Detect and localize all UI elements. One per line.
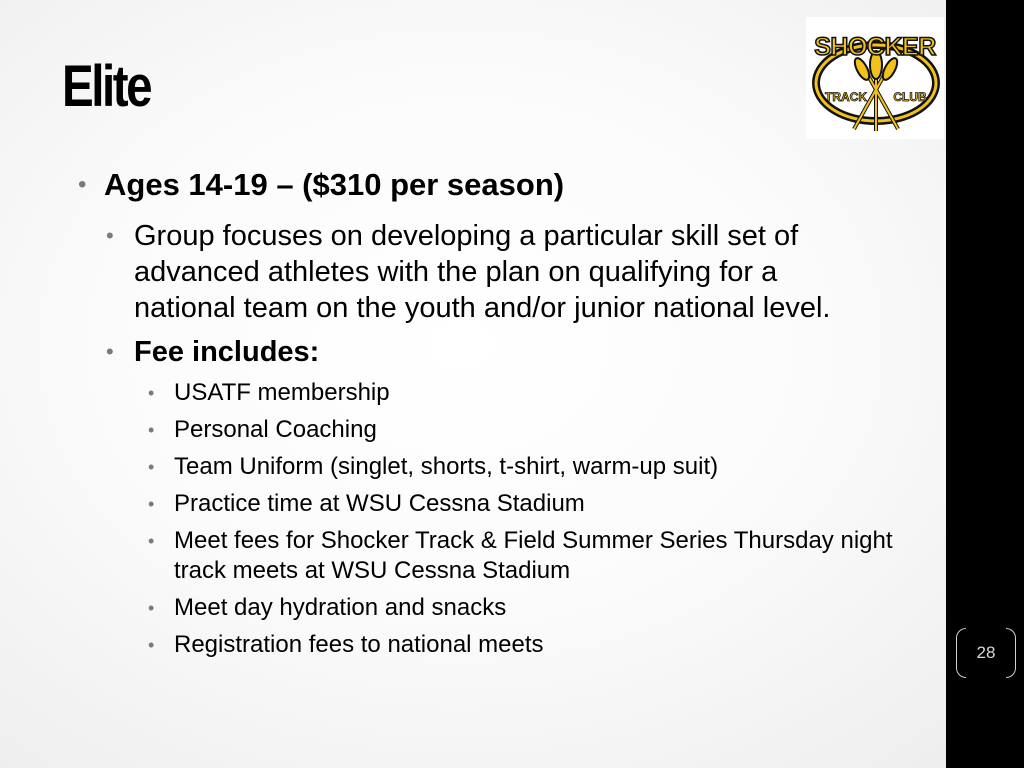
logo-emblem xyxy=(806,17,944,139)
fee-item xyxy=(146,415,894,445)
group-description: Group focuses on developing a particular skill set of advanced athletes with the plan on qualifying for a national team on the youth and/or junior national level. xyxy=(134,220,831,324)
fee-item-text: Meet fees for Shocker Track & Field Summer Series Thursday night track meets at WSU Cessna Stadium xyxy=(174,527,893,584)
bullet-level-2-description xyxy=(106,218,864,326)
fee-item-text: Registration fees to national meets xyxy=(174,631,544,658)
bullet-dot-icon: • xyxy=(148,494,155,514)
bullet-dot-icon: • xyxy=(106,339,114,364)
page-number-badge xyxy=(956,628,1016,680)
bullet-dot-icon: • xyxy=(148,457,155,477)
fee-item xyxy=(146,452,894,482)
fee-item xyxy=(146,378,894,408)
fee-item-text: Practice time at WSU Cessna Stadium xyxy=(174,490,585,517)
bullet-dot-icon: • xyxy=(148,598,155,618)
bullet-dot-icon: • xyxy=(148,383,155,403)
slide-content xyxy=(76,166,906,667)
fee-includes-heading: Fee includes: xyxy=(134,336,320,368)
fee-item-text: Meet day hydration and snacks xyxy=(174,594,507,621)
age-group-heading: Ages 14-19 – ($310 per season) xyxy=(104,167,565,202)
bullet-dot-icon: • xyxy=(148,635,155,655)
fee-item xyxy=(146,593,894,623)
bullet-dot-icon: • xyxy=(106,223,114,248)
bullet-level-2-fee-heading xyxy=(106,334,864,370)
bullet-dot-icon: • xyxy=(148,420,155,440)
fee-item-text: USATF membership xyxy=(174,379,390,406)
slide-title: Elite xyxy=(62,54,151,119)
bullet-dot-icon: • xyxy=(148,531,155,551)
logo-text-left: TRACK xyxy=(825,90,867,104)
bullet-dot-icon: • xyxy=(78,171,87,198)
bullet-level-1-heading xyxy=(76,166,906,204)
fee-item-text: Personal Coaching xyxy=(174,416,377,443)
page-number: 28 xyxy=(976,643,996,662)
fee-item xyxy=(146,489,894,519)
shocker-track-club-logo xyxy=(806,17,944,139)
fee-item xyxy=(146,526,894,586)
logo-text-right: CLUB xyxy=(893,90,927,104)
fee-item xyxy=(146,630,894,660)
fee-item-text: Team Uniform (singlet, shorts, t-shirt, warm-up suit) xyxy=(174,453,719,480)
logo-text-top: SHOCKER xyxy=(814,33,936,61)
